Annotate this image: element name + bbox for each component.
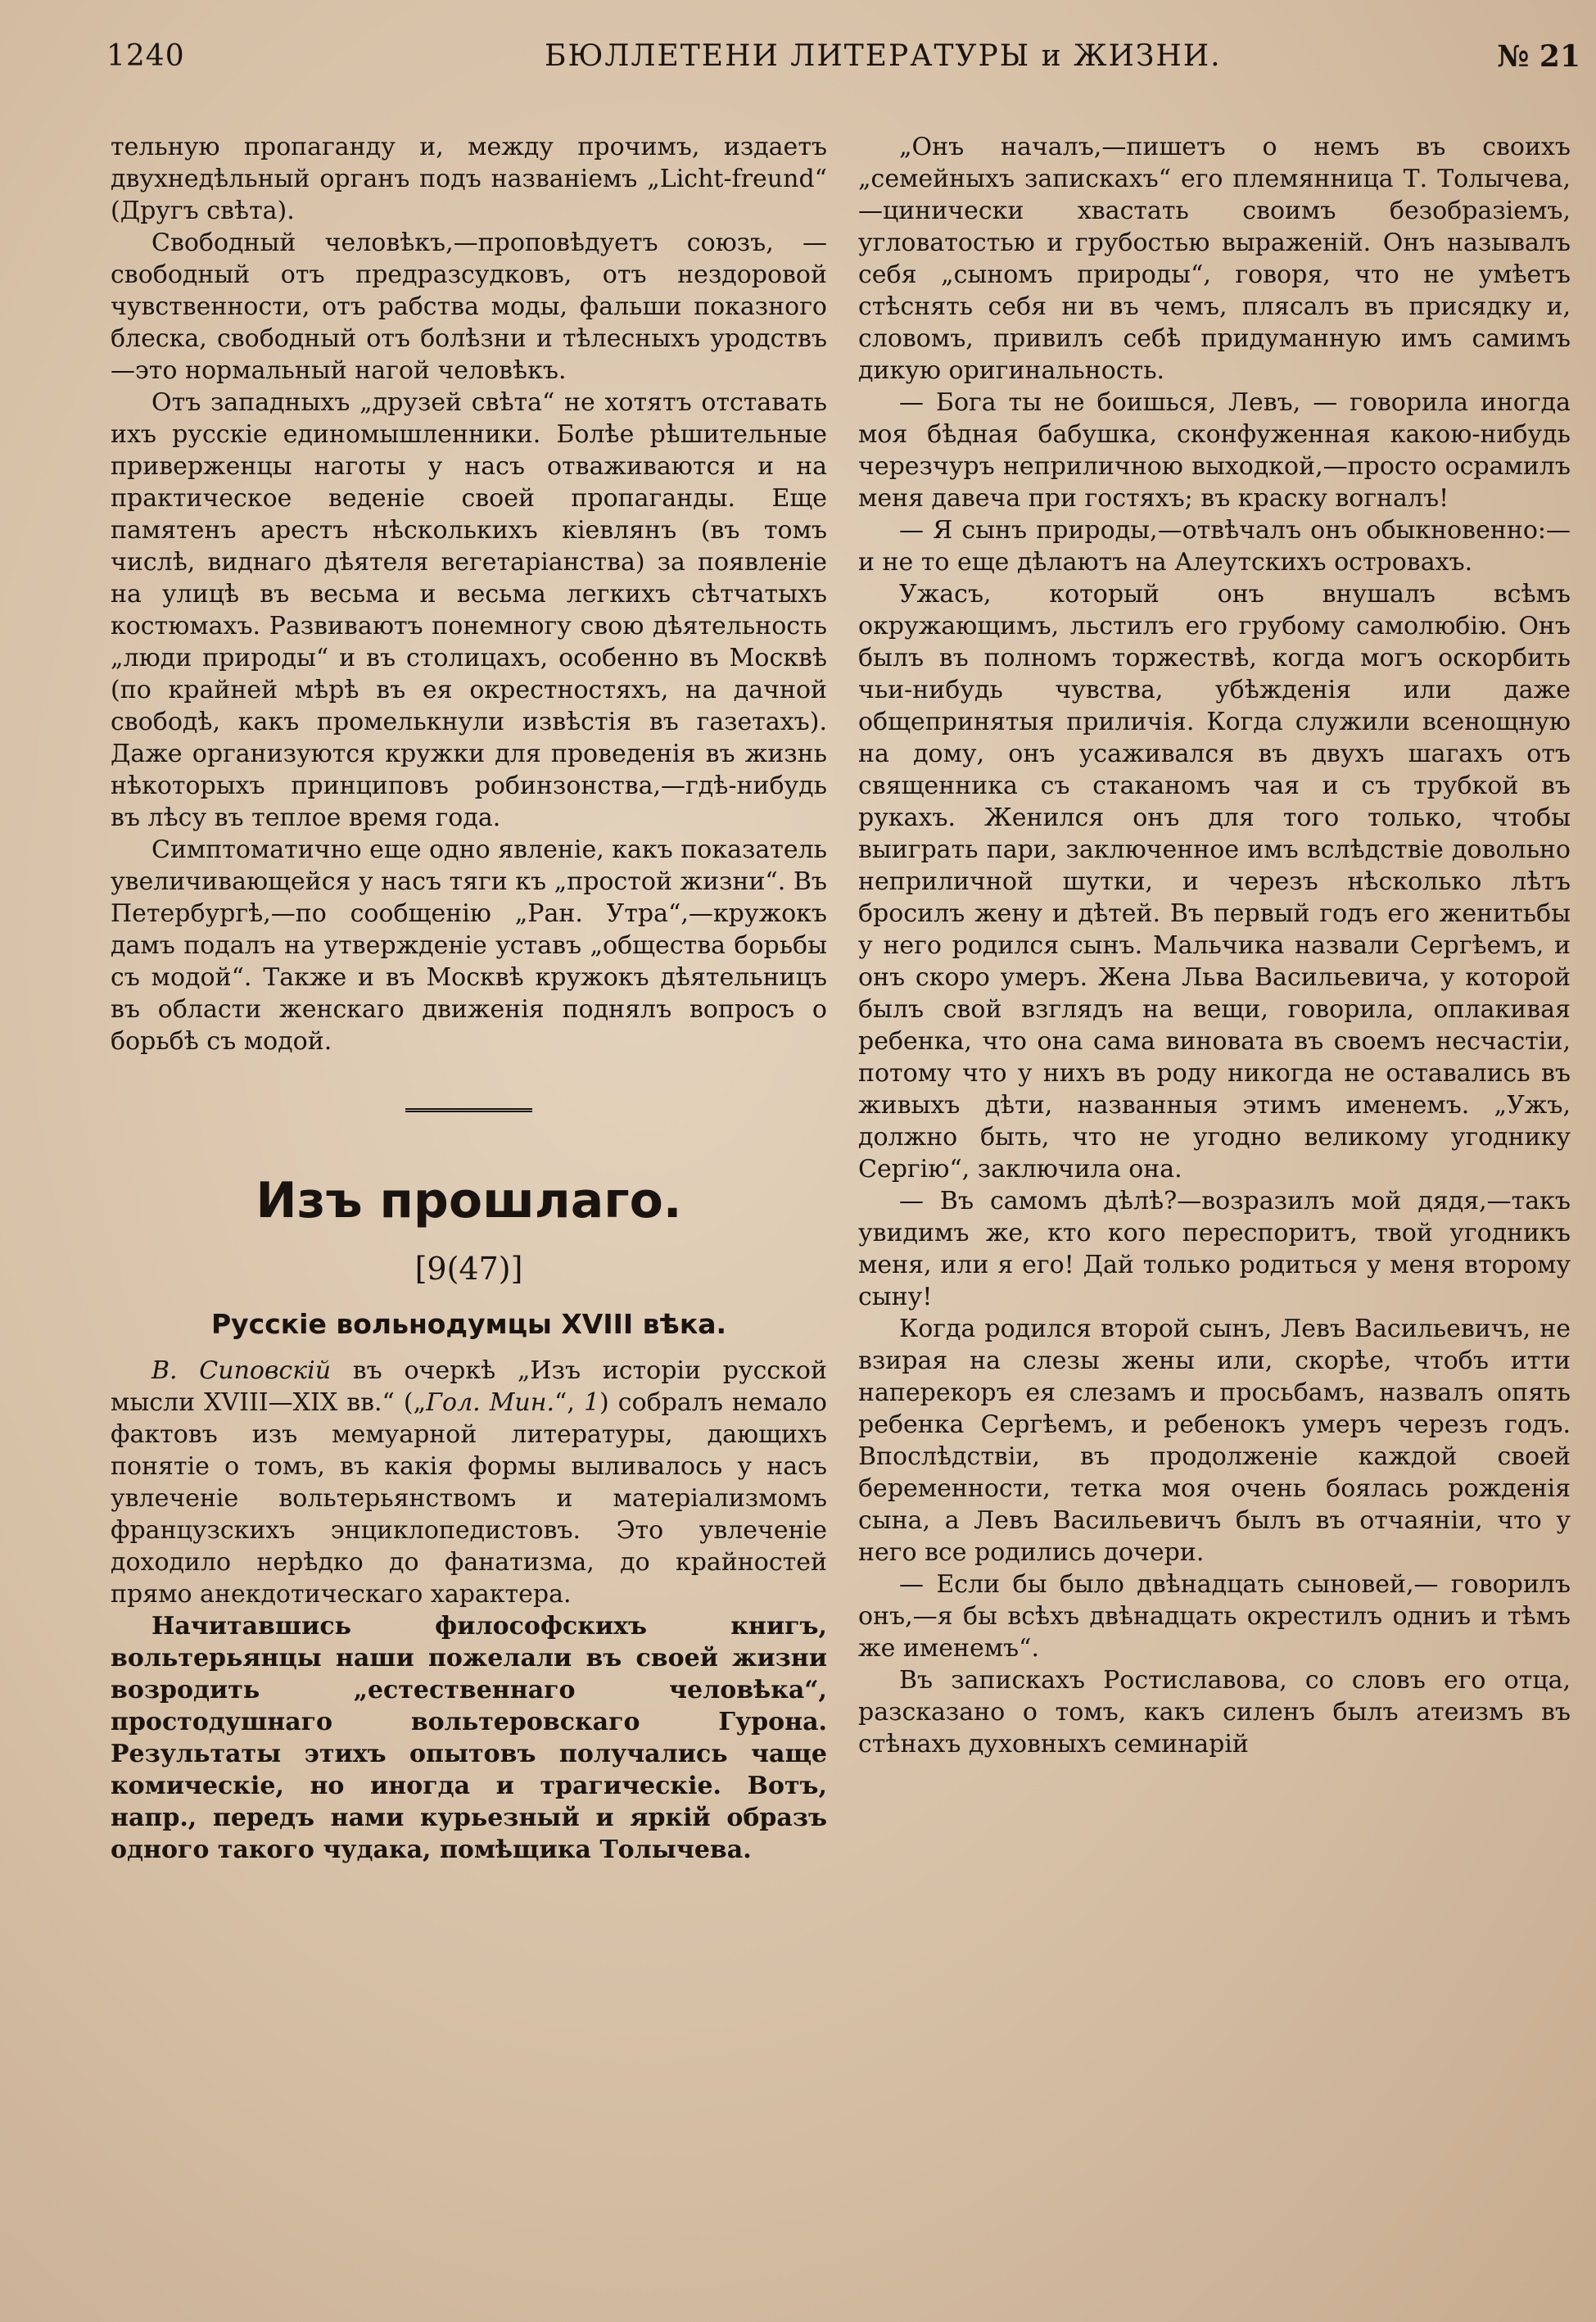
paragraph: В. Сиповскій въ очеркѣ „Изъ исторіи русской мысли XVIII—XIX вв.“ („Гол. Мин.“, 1) собралъ немало фактовъ изъ мемуарной литературы, дающихъ понятіе о томъ, въ какія формы выливалось у насъ увлеченіе вольтерьянствомъ и матеріализмомъ французскихъ энциклопедистовъ. Это увлеченіе доходило нерѣдко до фанатизма, до крайностей прямо анекдотическаго характера. [111,1356,827,1609]
issue-number: № 21 [1497,39,1580,74]
section-number: [9(47)] [414,1251,523,1287]
paragraph: — Въ самомъ дѣлѣ?—возразилъ мой дядя,—такъ увидимъ же, кто кого переспоритъ, твой угодникъ меня, или я его! Дай только родиться у меня второму сыну! [858,1187,1571,1311]
paragraph: тельную пропаганду и, между прочимъ, издаетъ двухнедѣльный органъ подъ названіемъ „Licht-freund“ (Другъ свѣта). [111,133,827,225]
paragraph: Ужасъ, который онъ внушалъ всѣмъ окружающимъ, льстилъ его грубому самолюбію. Онъ былъ въ полномъ торжествѣ, когда могъ оскорбить чьи-нибудь чувства, убѣжденія или даже общепринятыя приличія. Когда служили всенощную на дому, онъ усаживался въ двухъ шагахъ отъ священника съ стаканомъ чая и съ трубкой въ рукахъ. Женился онъ для того только, чтобы выиграть пари, заключенное имъ вслѣдствіе довольно неприличной шутки, и черезъ нѣсколько лѣтъ бросилъ жену и дѣтей. Въ первый годъ его женитьбы у него родился сынъ. Мальчика назвали Сергѣемъ, и онъ скоро умеръ. Жена Льва Васильевича, у которой былъ свой взглядъ на вещи, говорила, оплакивая ребенка, что она сама виновата въ своемъ несчастіи, потому что у нихъ въ роду никогда не оставались въ живыхъ дѣти, названныя этимъ именемъ. „Ужъ, должно быть, что не угодно великому угоднику Сергію“, заключила она. [858,580,1571,1184]
paragraph: „Онъ началъ,—пишетъ о немъ въ своихъ „семейныхъ запискахъ“ его племянница Т. Толычева,—цинически хвастать своимъ безобразіемъ, угловатостью и грубостью выраженій. Онъ называлъ себя „сыномъ природы“, говоря, что не умѣетъ стѣснять себя ни въ чемъ, плясалъ въ присядку и, словомъ, привилъ себѣ придуманную имъ самимъ дикую оригинальность. [858,133,1571,385]
section-title: Изъ прошлаго. [255,1172,682,1229]
paragraph: Свободный человѣкъ,—проповѣдуетъ союзъ, —свободный отъ предразсудковъ, отъ нездоровой чувственности, отъ рабства моды, фальши показного блеска, свободный отъ болѣзни и тѣлесныхъ уродствъ—это нормальный нагой человѣкъ. [111,229,827,385]
paragraph: — Я сынъ природы,—отвѣчалъ онъ обыкновенно:—и не то еще дѣлаютъ на Алеутскихъ островахъ. [858,516,1571,577]
running-title: БЮЛЛЕТЕНИ ЛИТЕРАТУРЫ и ЖИЗНИ. [545,39,1222,73]
section-divider [405,1108,532,1112]
source-title: Гол. Мин. [426,1388,555,1417]
section-subtitle: Русскіе вольнодумцы XVIII вѣка. [210,1308,727,1340]
author-name: В. Сиповскій [151,1356,332,1385]
page-header [106,39,1580,88]
left-column [111,131,827,1866]
right-column [858,131,1571,1760]
paragraph: — Бога ты не боишься, Левъ, — говорила иногда моя бѣдная бабушка, сконфуженная какою-нибудь черезчуръ неприличною выходкой,—просто осрамилъ меня давеча при гостяхъ; въ краску вогналъ! [858,388,1571,513]
paragraph: Въ запискахъ Ростиславова, со словъ его отца, разсказано о томъ, какъ силенъ былъ атеизмъ въ стѣнахъ духовныхъ семинарій [858,1666,1571,1758]
paragraph: — Если бы было двѣнадцать сыновей,— говорилъ онъ,—я бы всѣхъ двѣнадцать окрестилъ одниъ и тѣмъ же именемъ“. [858,1570,1571,1663]
page-number: 1240 [106,39,185,73]
source-issue: 1 [583,1388,600,1417]
paragraph: Начитавшись философскихъ книгъ, вольтерьянцы наши пожелали въ своей жизни возродить „естественнаго человѣка“, простодушнаго вольтеровскаго Гурона. Результаты этихъ опытовъ получались чаще комическіе, но иногда и трагическіе. Вотъ, напр., передъ нами курьезный и яркій образъ одного такого чудака, помѣщика Толычева. [111,1612,827,1864]
paragraph: Симптоматично еще одно явленіе, какъ показатель увеличивающейся у насъ тяги къ „простой жизни“. Въ Петербургѣ,—по сообщенію „Ран. Утра“,—кружокъ дамъ подалъ на утвержденіе уставъ „общества борьбы съ модой“. Также и въ Москвѣ кружокъ дѣятельницъ въ области женскаго движенія поднялъ вопросъ о борьбѣ съ модой. [111,835,827,1056]
paragraph: Отъ западныхъ „друзей свѣта“ не хотятъ отставать ихъ русскіе единомышленники. Болѣе рѣшительные приверженцы наготы у насъ отваживаются и на практическое веденіе своей пропаганды. Еще памятенъ арестъ нѣсколькихъ кіевлянъ (въ томъ числѣ, виднаго дѣятеля вегетаріанства) за появленіе на улицѣ въ весьма и весьма легкихъ сѣтчатыхъ костюмахъ. Развиваютъ понемногу свою дѣятельность „люди природы“ и въ столицахъ, особенно въ Москвѣ (по крайней мѣрѣ въ ея окрестностяхъ, на дачной свободѣ, какъ промелькнули извѣстія въ газетахъ). Даже организуются кружки для проведенія въ жизнь нѣкоторыхъ принциповъ робинзонства,—гдѣ-нибудь въ лѣсу въ теплое время года. [111,388,827,832]
paragraph: Когда родился второй сынъ, Левъ Васильевичъ, не взирая на слезы жены или, скорѣе, чтобъ итти наперекоръ ея слезамъ и просьбамъ, назвалъ опять ребенка Сергѣемъ, и ребенокъ умеръ черезъ годъ. Впослѣдствіи, въ продолженіе каждой своей беременности, тетка моя очень боялась рожденія сына, а Левъ Васильевичъ былъ въ отчаяніи, что у него все родились дочери. [858,1315,1571,1567]
